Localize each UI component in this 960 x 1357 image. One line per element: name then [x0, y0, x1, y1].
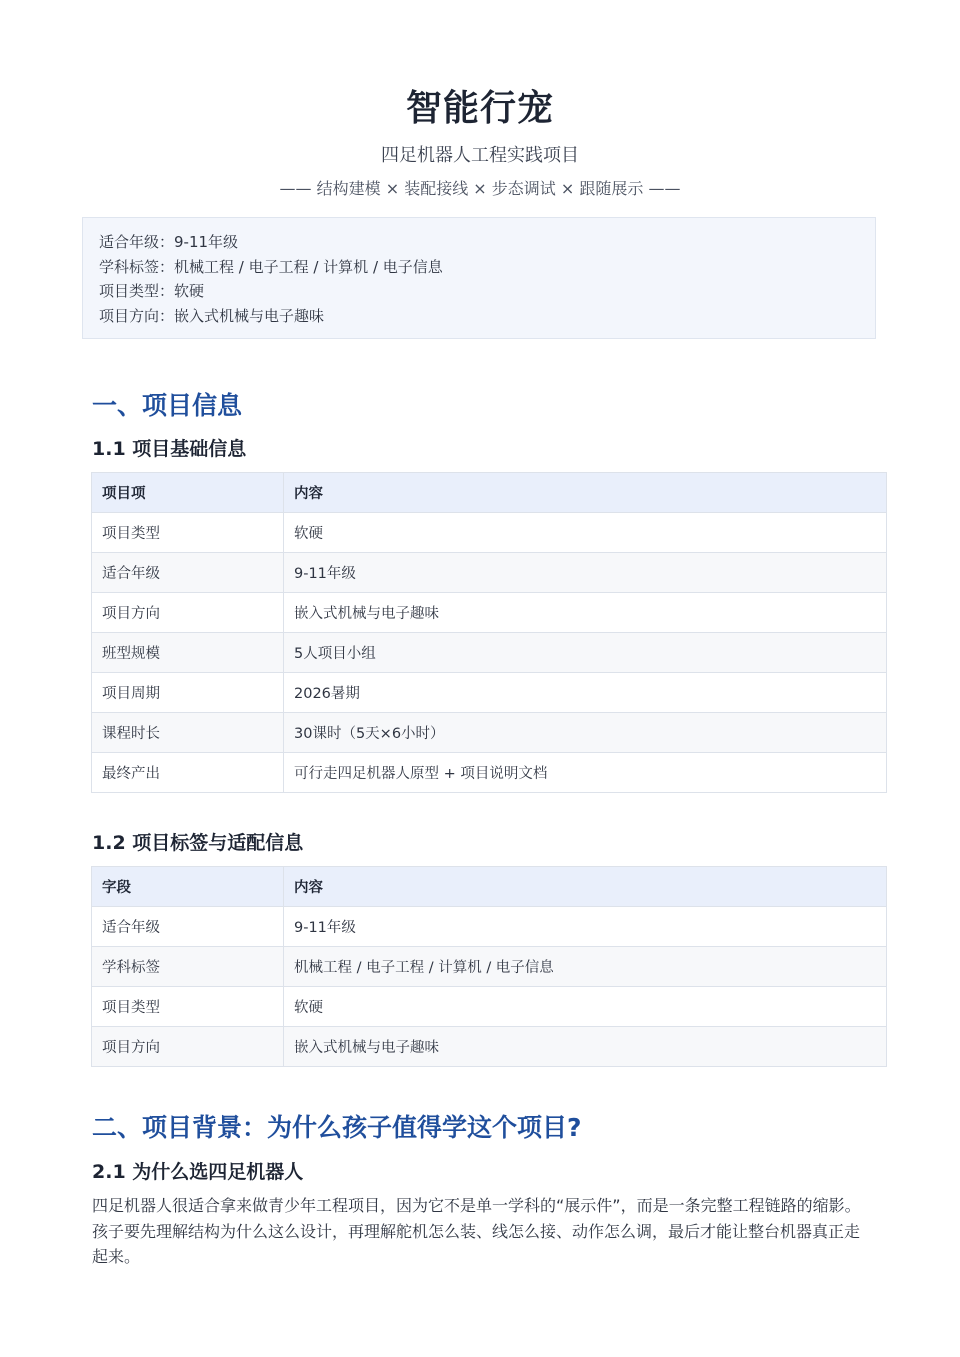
row-value: 30课时（5天×6小时）	[284, 713, 887, 753]
row-value: 2026暑期	[284, 673, 887, 713]
basic-info-table	[91, 472, 887, 793]
infobox-type: 项目类型：软硬	[99, 282, 205, 300]
row-label: 项目类型	[92, 987, 284, 1027]
row-label: 项目类型	[92, 513, 284, 553]
row-label: 班型规模	[92, 633, 284, 673]
row-value: 机械工程 / 电子工程 / 计算机 / 电子信息	[284, 947, 887, 987]
row-label: 项目方向	[92, 593, 284, 633]
row-value: 9-11年级	[284, 553, 887, 593]
section2-heading: 二、项目背景：为什么孩子值得学这个项目?	[92, 1113, 582, 1142]
infobox-direction: 项目方向：嵌入式机械与电子趣味	[99, 306, 325, 325]
row-label: 课程时长	[92, 713, 284, 753]
table-row	[92, 553, 887, 593]
column-header-content: 内容	[284, 473, 887, 513]
section1-2-heading: 1.2 项目标签与适配信息	[92, 832, 304, 854]
section1-1-heading: 1.1 项目基础信息	[92, 438, 247, 460]
tags-info-table	[91, 866, 887, 1067]
table-row	[92, 713, 887, 753]
document-title: 智能行宠	[405, 88, 554, 129]
table-row	[92, 753, 887, 793]
row-value: 嵌入式机械与电子趣味	[284, 1027, 887, 1067]
row-value: 9-11年级	[284, 907, 887, 947]
row-value: 嵌入式机械与电子趣味	[284, 593, 887, 633]
table-header-row	[92, 867, 887, 907]
table-row	[92, 1027, 887, 1067]
document-subtitle: 四足机器人工程实践项目	[381, 145, 579, 166]
row-label: 最终产出	[92, 753, 284, 793]
row-label: 适合年级	[92, 553, 284, 593]
section2-1-paragraph: 四足机器人很适合拿来做青少年工程项目，因为它不是单一学科的“展示件”，而是一条完整工程链路的缩影。孩子要先理解结构为什么这么设计，再理解舵机怎么装、线怎么接、动作怎么调，最后才能让整台机器真正走起来。	[92, 1196, 861, 1266]
section1-heading: 一、项目信息	[92, 391, 243, 420]
table-row	[92, 593, 887, 633]
table-row	[92, 907, 887, 947]
column-header-content: 内容	[284, 867, 887, 907]
table-row	[92, 513, 887, 553]
row-label: 项目方向	[92, 1027, 284, 1067]
row-value: 软硬	[284, 513, 887, 553]
row-label: 学科标签	[92, 947, 284, 987]
infobox-subjects: 学科标签：机械工程 / 电子工程 / 计算机 / 电子信息	[99, 257, 443, 276]
column-header-field: 字段	[92, 867, 284, 907]
infobox-grade: 适合年级：9-11年级	[99, 233, 239, 251]
row-label: 项目周期	[92, 673, 284, 713]
column-header-item: 项目项	[92, 473, 284, 513]
table-header-row	[92, 473, 887, 513]
table-row	[92, 947, 887, 987]
row-value: 可行走四足机器人原型 + 项目说明文档	[284, 753, 887, 793]
table-row	[92, 633, 887, 673]
table-row	[92, 673, 887, 713]
document-tagline: —— 结构建模 × 装配接线 × 步态调试 × 跟随展示 ——	[279, 179, 681, 198]
row-value: 软硬	[284, 987, 887, 1027]
row-value: 5人项目小组	[284, 633, 887, 673]
row-label: 适合年级	[92, 907, 284, 947]
table-row	[92, 987, 887, 1027]
summary-infobox	[82, 217, 876, 339]
section2-1-heading: 2.1 为什么选四足机器人	[92, 1161, 304, 1183]
